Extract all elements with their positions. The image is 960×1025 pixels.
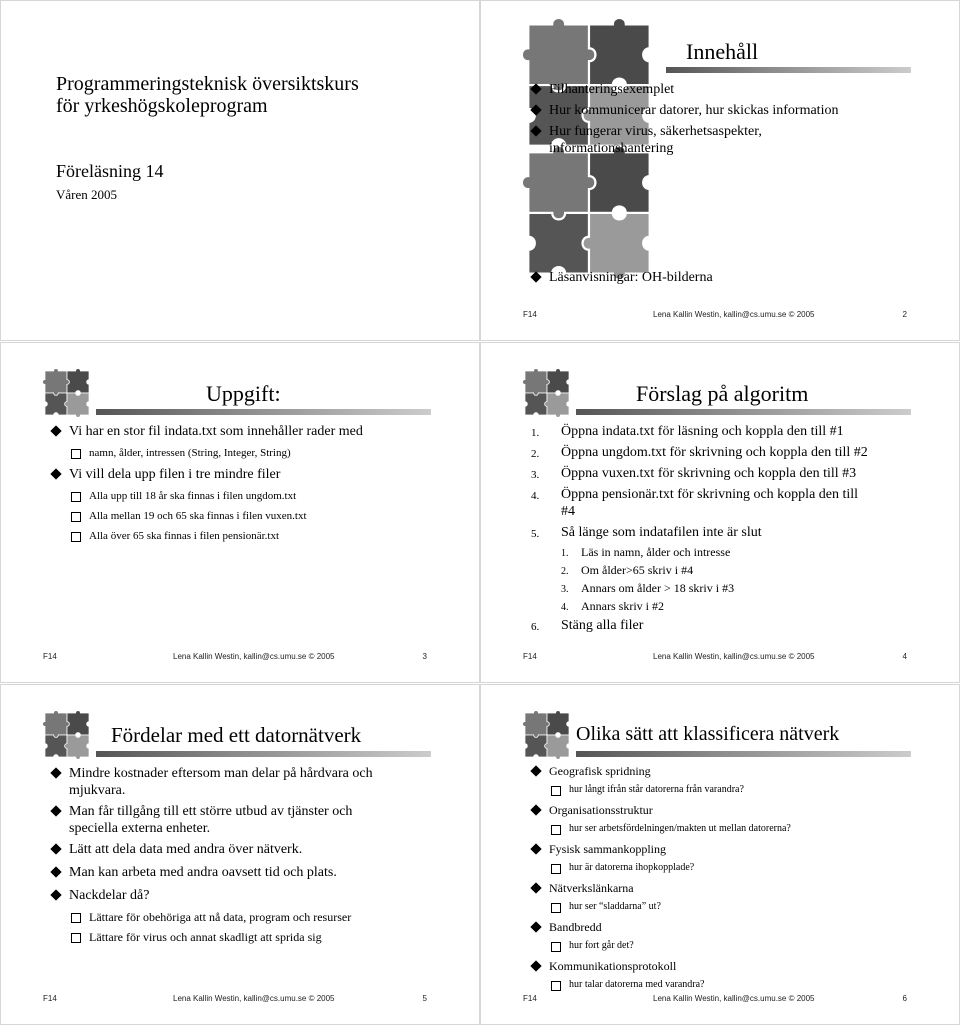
sub-item: hur ser “sladdarna” ut?: [529, 900, 939, 914]
footer-author: Lena Kallin Westin, kallin@cs.umu.se © 2005: [653, 994, 815, 1003]
slide3-title: Uppgift:: [206, 381, 281, 406]
footer-author: Lena Kallin Westin, kallin@cs.umu.se © 2005: [173, 994, 335, 1003]
substep-item: 1. Läs in namn, ålder och intresse: [561, 545, 731, 559]
bullet-item: Man kan arbeta med andra oavsett tid och plats.: [49, 864, 449, 881]
sub-item: hur fort går det?: [529, 939, 939, 953]
bullet-item: Vi har en stor fil indata.txt som innehåller rader med: [49, 423, 459, 440]
puzzle-icon: [523, 369, 571, 417]
footer-author: Lena Kallin Westin, kallin@cs.umu.se © 2005: [653, 652, 815, 661]
title-underline: [96, 409, 431, 415]
bullet-item: Organisationsstruktur: [529, 802, 939, 819]
footer-code: F14: [523, 994, 537, 1003]
step-item: 5. Så länge som indatafilen inte är slut: [531, 525, 762, 540]
bullet-item: Kommunikationsprotokoll: [529, 958, 939, 975]
page-number: 6: [902, 994, 907, 1003]
sub-item: Alla över 65 ska finnas i filen pensionär.txt: [49, 529, 459, 543]
slide2-bullets: [529, 81, 929, 157]
slide-1: [0, 0, 480, 341]
sub-item: namn, ålder, intressen (String, Integer, String): [49, 446, 459, 460]
slide1-term: Våren 2005: [56, 187, 118, 202]
reading-bullet: Läsanvisningar: OH-bilderna: [529, 269, 929, 286]
sub-item: Alla mellan 19 och 65 ska finnas i filen vuxen.txt: [49, 509, 459, 523]
substep-item: 3. Annars om ålder > 18 skriv i #3: [561, 581, 735, 595]
slide-3: [0, 342, 480, 683]
slide1-title: [56, 73, 359, 117]
footer-code: F14: [43, 652, 57, 661]
title-underline: [576, 751, 911, 757]
footer-author: Lena Kallin Westin, kallin@cs.umu.se © 2005: [173, 652, 335, 661]
slide-4: [480, 342, 960, 683]
bullet-item: Nackdelar då?: [49, 887, 449, 904]
slide3-content: [49, 423, 459, 543]
bullet-item: Bandbredd: [529, 919, 939, 936]
sub-item: Alla upp till 18 år ska finnas i filen ungdom.txt: [49, 489, 459, 503]
bullet-item-continuation: informationshantering: [549, 141, 674, 156]
title-underline: [666, 67, 911, 73]
sub-item: hur talar datorerna med varandra?: [529, 978, 939, 992]
slide4-algorithm-list: [531, 423, 931, 634]
puzzle-icon: [43, 369, 91, 417]
page-number: 3: [422, 652, 427, 661]
footer-code: F14: [43, 994, 57, 1003]
bullet-item: Nätverkslänkarna: [529, 880, 939, 897]
bullet-item: Lätt att dela data med andra över nätverk.: [49, 841, 449, 858]
puzzle-icon: [523, 711, 571, 759]
step-item-continuation: #4: [561, 504, 575, 519]
slide-6: [480, 684, 960, 1025]
slide4-title: Förslag på algoritm: [636, 381, 809, 406]
slide-2: [480, 0, 960, 341]
footer-code: F14: [523, 652, 537, 661]
title-underline: [96, 751, 431, 757]
footer-author: Lena Kallin Westin, kallin@cs.umu.se © 2005: [653, 310, 815, 319]
bullet-item: Mindre kostnader eftersom man delar på hårdvara och mjukvara.: [49, 765, 449, 799]
page-number: 5: [422, 994, 427, 1003]
sub-item: hur långt ifrån står datorerna från varandra?: [529, 783, 939, 797]
slide5-title: Fördelar med ett datornätverk: [111, 723, 362, 747]
slide5-content: [49, 765, 449, 944]
slide1-title-line1: Programmeringsteknisk översiktskurs: [56, 73, 359, 95]
sub-item: Lättare för obehöriga att nå data, program och resurser: [49, 910, 449, 924]
bullet-item: Geografisk spridning: [529, 763, 939, 780]
bullet-item: Hur kommunicerar datorer, hur skickas information: [529, 102, 929, 119]
sub-item: Lättare för virus och annat skadligt att sprida sig: [49, 930, 449, 944]
footer-code: F14: [523, 310, 537, 319]
bullet-item: Filhanteringsexemplet: [529, 81, 929, 98]
slide2-title: Innehåll: [686, 39, 759, 64]
slide6-title: Olika sätt att klassificera nätverk: [576, 723, 840, 745]
title-underline: [576, 409, 911, 415]
step-item: 6. Stäng alla filer: [531, 618, 644, 633]
step-item: 4. Öppna pensionär.txt för skrivning och koppla den till: [531, 487, 859, 502]
bullet-item: Hur fungerar virus, säkerhetsaspekter,: [529, 123, 929, 140]
bullet-item: Man får tillgång till ett större utbud av tjänster och speciella externa enheter.: [49, 803, 449, 837]
slide6-content: [529, 763, 939, 992]
slide-5: [0, 684, 480, 1025]
sub-item: hur är datorerna ihopkopplade?: [529, 861, 939, 875]
puzzle-icon: [43, 711, 91, 759]
slide1-lecture: Föreläsning 14: [56, 161, 164, 181]
substep-item: 4. Annars skriv i #2: [561, 599, 664, 613]
bullet-item: Vi vill dela upp filen i tre mindre filer: [49, 466, 459, 483]
bullet-item: Fysisk sammankoppling: [529, 841, 939, 858]
step-item: 3. Öppna vuxen.txt för skrivning och koppla den till #3: [531, 466, 857, 481]
step-item: 2. Öppna ungdom.txt för skrivning och koppla den till #2: [531, 445, 868, 460]
page-number: 4: [902, 652, 907, 661]
slide1-title-line2: för yrkeshögskoleprogram: [56, 95, 268, 117]
page-number: 2: [902, 310, 907, 319]
substep-item: 2. Om ålder>65 skriv i #4: [561, 563, 694, 577]
sub-item: hur ser arbetsfördelningen/makten ut mellan datorerna?: [529, 822, 939, 836]
step-item: 1. Öppna indata.txt för läsning och koppla den till #1: [531, 424, 844, 439]
